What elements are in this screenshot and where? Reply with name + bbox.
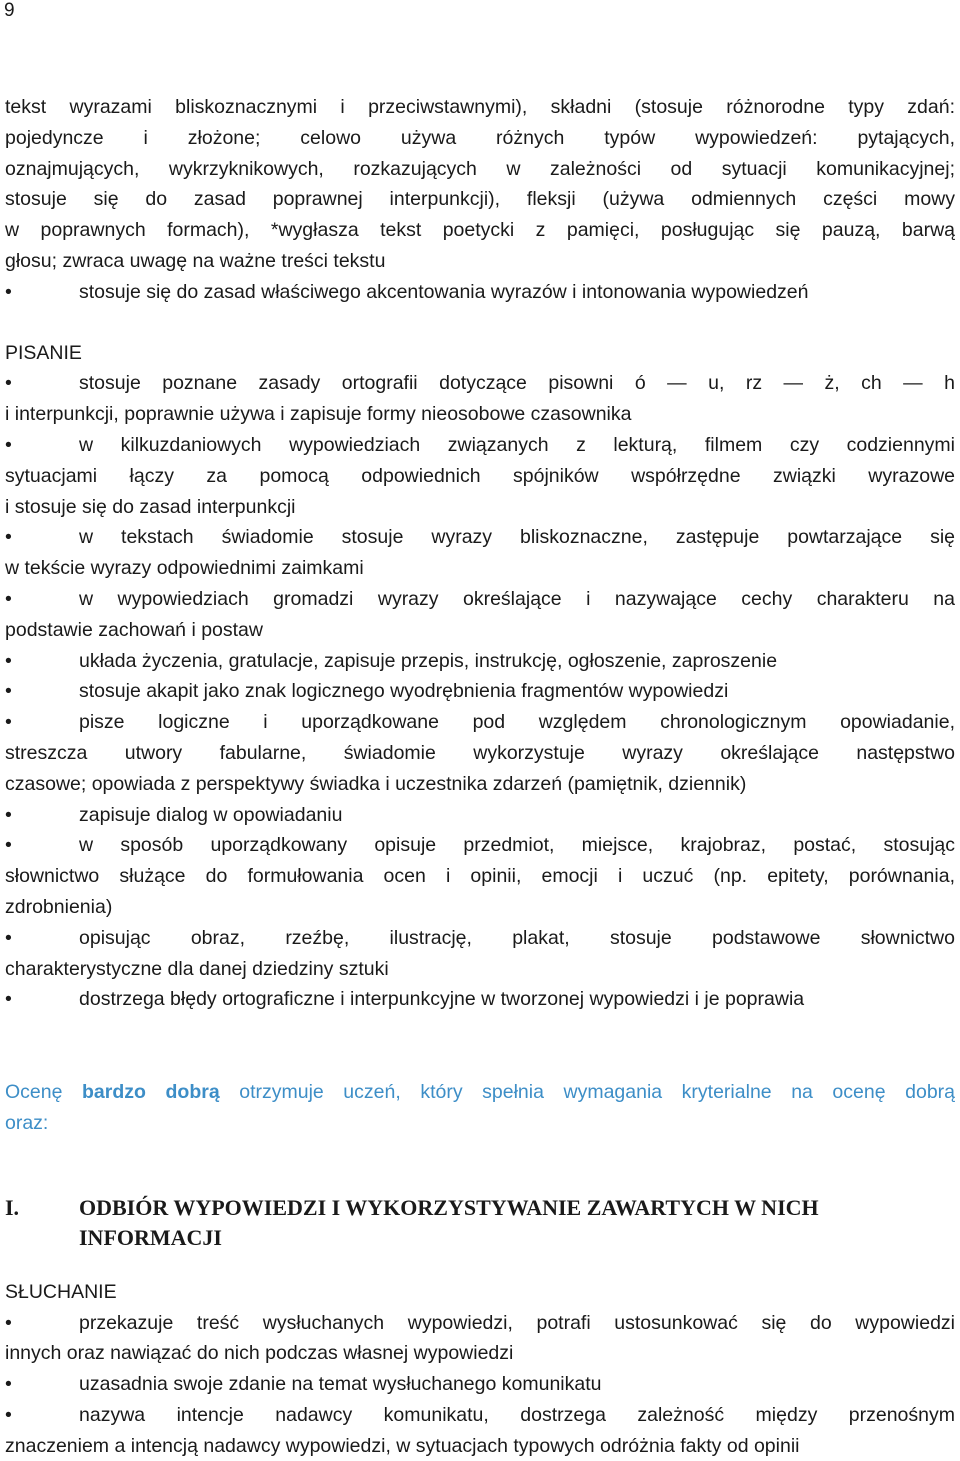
list-item-text: przekazuje treść wysłuchanych wypowiedzi, potrafi ustosunkować się do wypowiedzi — [79, 1312, 955, 1334]
list-item-text: nazywa intencje nadawcy komunikatu, dostrzega zależność między przenośnym — [79, 1404, 955, 1426]
list-item — [5, 646, 955, 677]
continuation-paragraph — [5, 92, 955, 277]
section-heading-pisanie: PISANIE — [5, 338, 955, 369]
list-item-text: w sposób uporządkowany opisuje przedmiot, miejsce, krajobraz, postać, stosując — [79, 834, 955, 856]
text-line: stosuje się do zasad poprawnej interpunkcji), fleksji (używa odmiennych części mowy — [5, 184, 955, 215]
list-item — [5, 584, 955, 646]
section-number: I. — [5, 1193, 19, 1223]
bullet-icon: • — [5, 646, 12, 677]
bullet-icon: • — [5, 368, 12, 399]
bullet-icon: • — [5, 1400, 12, 1431]
list-item — [5, 1308, 955, 1370]
pisanie-list — [5, 368, 955, 1015]
list-item — [5, 522, 955, 584]
bullet-icon: • — [5, 800, 12, 831]
list-item-continuation: i interpunkcji, poprawnie używa i zapisuje formy nieosobowe czasownika — [5, 399, 955, 430]
list-item — [5, 800, 955, 831]
list-item-text: w wypowiedziach gromadzi wyrazy określające i nazywające cechy charakteru na — [79, 588, 955, 610]
list-item — [5, 1400, 955, 1461]
list-item — [5, 830, 955, 922]
page-number: 9 — [4, 0, 15, 22]
bullet-icon: • — [5, 1308, 12, 1339]
list-item-text: układa życzenia, gratulacje, zapisuje przepis, instrukcję, ogłoszenie, zaproszenie — [79, 650, 777, 672]
list-item — [5, 707, 955, 799]
section-heading-sluchanie: SŁUCHANIE — [5, 1277, 955, 1308]
list-item-text: stosuje akapit jako znak logicznego wyodrębnienia fragmentów wypowiedzi — [79, 680, 728, 702]
list-item-text: pisze logiczne i uporządkowane pod względem chronologicznym opowiadanie, — [79, 711, 955, 733]
list-item-text: w tekstach świadomie stosuje wyrazy bliskoznaczne, zastępuje powtarzające się — [79, 526, 955, 548]
text-line: głosu; zwraca uwagę na ważne treści tekstu — [5, 246, 955, 277]
list-item-text: opisując obraz, rzeźbę, ilustrację, plakat, stosuje podstawowe słownictwo — [79, 927, 955, 949]
bullet-icon: • — [5, 830, 12, 861]
list-item — [5, 277, 955, 308]
bullet-icon: • — [5, 984, 12, 1015]
list-item-continuation: w tekście wyrazy odpowiednimi zaimkami — [5, 553, 955, 584]
document-body — [5, 92, 955, 1461]
list-item — [5, 368, 955, 430]
list-item-text: stosuje poznane zasady ortografii dotyczące pisowni ó — u, rz — ż, ch — h — [79, 372, 955, 394]
bullet-icon: • — [5, 923, 12, 954]
text-line: tekst wyrazami bliskoznacznymi i przeciwstawnymi), składni (stosuje różnorodne typy zdań: — [5, 92, 955, 123]
list-item — [5, 984, 955, 1015]
list-item — [5, 1369, 955, 1400]
list-item-continuation: charakterystyczne dla danej dziedziny sztuki — [5, 954, 955, 985]
list-item-text: w kilkuzdaniowych wypowiedziach związanych z lekturą, filmem czy codziennymi — [79, 434, 955, 456]
section-title — [5, 1193, 955, 1253]
list-item-continuation: sytuacjami łączy za pomocą odpowiednich spójników współrzędne związki wyrazowe — [5, 461, 955, 492]
list-item-text: uzasadnia swoje zdanie na temat wysłuchanego komunikatu — [79, 1373, 601, 1395]
list-item — [5, 430, 955, 522]
list-item-text: zapisuje dialog w opowiadaniu — [79, 804, 342, 826]
section-title-line: ODBIÓR WYPOWIEDZI I WYKORZYSTYWANIE ZAWARTYCH W NICH — [79, 1193, 955, 1223]
bullet-icon: • — [5, 430, 12, 461]
grade-name: bardzo dobrą — [82, 1081, 220, 1103]
list-item-continuation: streszcza utwory fabularne, świadomie wykorzystuje wyrazy określające następstwo — [5, 738, 955, 769]
bullet-icon: • — [5, 584, 12, 615]
list-item — [5, 676, 955, 707]
bullet-icon: • — [5, 676, 12, 707]
bullet-icon: • — [5, 522, 12, 553]
list-item-continuation: i stosuje się do zasad interpunkcji — [5, 492, 955, 523]
intro-suffix: otrzymuje uczeń, który spełnia wymagania kryterialne na ocenę dobrą — [220, 1081, 955, 1103]
grade-intro — [5, 1077, 955, 1139]
intro-line2: oraz: — [5, 1108, 955, 1139]
list-item — [5, 923, 955, 985]
intro-prefix: Ocenę — [5, 1081, 82, 1103]
text-line: w poprawnych formach), *wygłasza tekst poetycki z pamięci, posługując się pauzą, barwą — [5, 215, 955, 246]
list-item-continuation: słownictwo służące do formułowania ocen i opinii, emocji i uczuć (np. epitety, porównania, — [5, 861, 955, 892]
sluchanie-list — [5, 1308, 955, 1461]
text-line: oznajmujących, wykrzyknikowych, rozkazujących w zależności od sytuacji komunikacyjnej; — [5, 154, 955, 185]
list-item-text: stosuje się do zasad właściwego akcentowania wyrazów i intonowania wypowiedzeń — [79, 281, 808, 303]
list-item-continuation: zdrobnienia) — [5, 892, 955, 923]
list-item-continuation: innych oraz nawiązać do nich podczas własnej wypowiedzi — [5, 1338, 955, 1369]
bullet-icon: • — [5, 277, 12, 308]
list-item-continuation: czasowe; opowiada z perspektywy świadka i uczestnika zdarzeń (pamiętnik, dziennik) — [5, 769, 955, 800]
section-title-line: INFORMACJI — [79, 1223, 955, 1253]
text-line: pojedyncze i złożone; celowo używa różnych typów wypowiedzeń: pytających, — [5, 123, 955, 154]
list-item-text: dostrzega błędy ortograficzne i interpunkcyjne w tworzonej wypowiedzi i je poprawia — [79, 988, 804, 1010]
bullet-icon: • — [5, 707, 12, 738]
list-item-continuation: znaczeniem a intencją nadawcy wypowiedzi, w sytuacjach typowych odróżnia fakty od opinii — [5, 1431, 955, 1461]
bullet-icon: • — [5, 1369, 12, 1400]
list-item-continuation: podstawie zachowań i postaw — [5, 615, 955, 646]
